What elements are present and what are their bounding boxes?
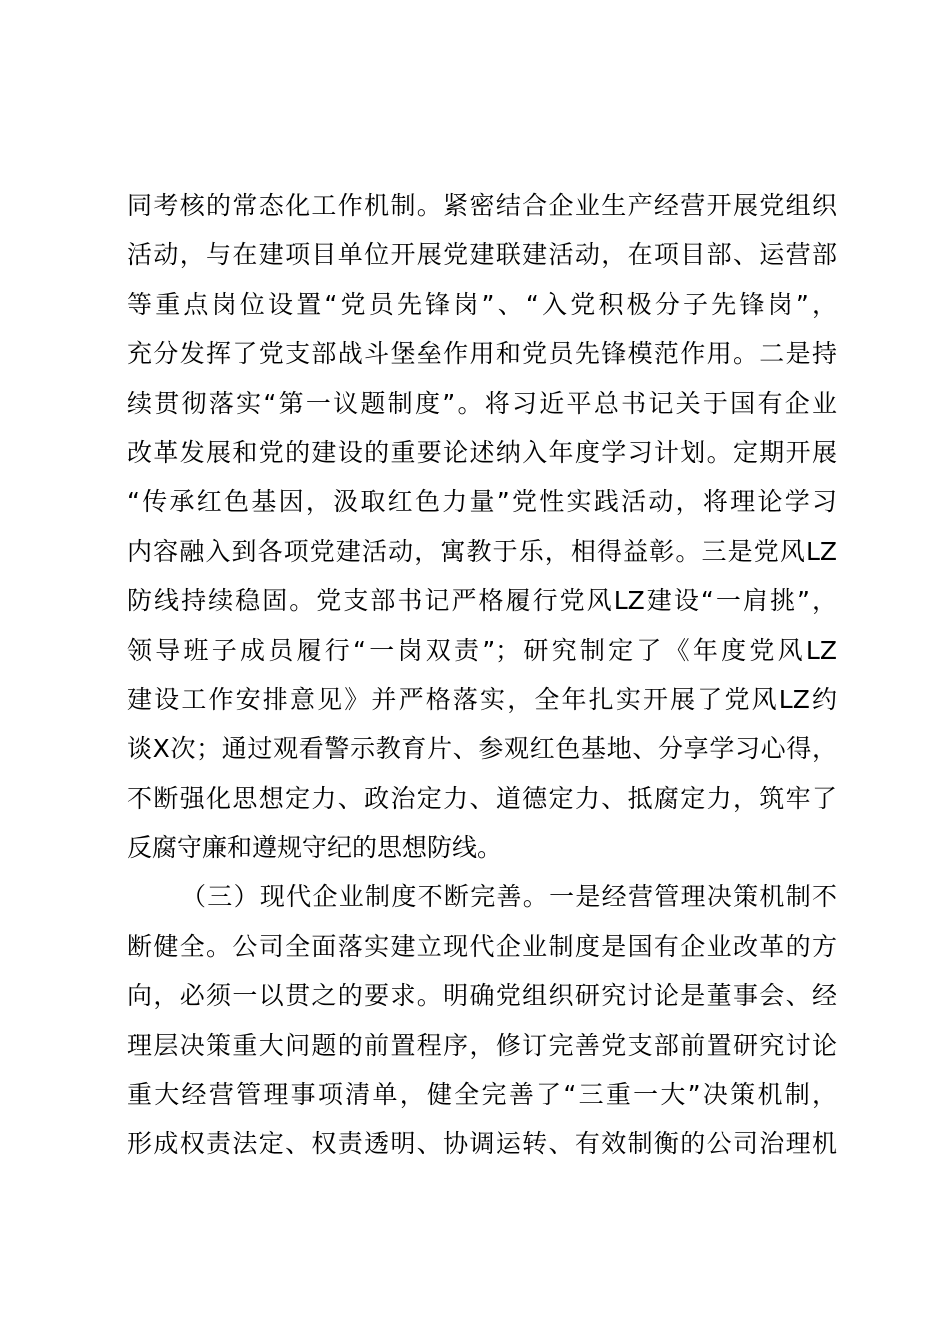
text-line: 领导班子成员履行“一岗双责”；研究制定了《年度党风LZ [127, 635, 837, 665]
text-line: 断健全。公司全面落实建立现代企业制度是国有企业改革的方 [127, 931, 837, 961]
text-line: 活动，与在建项目单位开展党建联建活动，在项目部、运营部 [127, 240, 837, 270]
text-line: 形成权责法定、权责透明、协调运转、有效制衡的公司治理机 [127, 1129, 837, 1159]
text-line: “传承红色基因，汲取红色力量”党性实践活动，将理论学习 [127, 487, 837, 517]
text-line: 防线持续稳固。党支部书记严格履行党风LZ建设“一肩挑”， [127, 586, 837, 616]
text-line: 理层决策重大问题的前置程序，修订完善党支部前置研究讨论 [127, 1030, 837, 1060]
text-line: 向，必须一以贯之的要求。明确党组织研究讨论是董事会、经 [127, 981, 837, 1011]
text-line: 充分发挥了党支部战斗堡垒作用和党员先锋模范作用。二是持 [127, 339, 837, 369]
text-line: 谈X次；通过观看警示教育片、参观红色基地、分享学习心得， [127, 734, 837, 764]
text-line: 不断强化思想定力、政治定力、道德定力、抵腐定力，筑牢了 [127, 783, 837, 813]
text-line: 等重点岗位设置“党员先锋岗”、“入党积极分子先锋岗”， [127, 289, 837, 319]
text-line: 续贯彻落实“第一议题制度”。将习近平总书记关于国有企业 [127, 388, 837, 418]
text-line: 建设工作安排意见》并严格落实，全年扎实开展了党风LZ约 [127, 684, 837, 714]
text-line: 内容融入到各项党建活动，寓教于乐，相得益彰。三是党风LZ [127, 536, 837, 566]
text-line: 同考核的常态化工作机制。紧密结合企业生产经营开展党组织 [127, 191, 837, 220]
section-heading-line: （三）现代企业制度不断完善。一是经营管理决策机制不 [181, 882, 837, 912]
text-line: 重大经营管理事项清单，健全完善了“三重一大”决策机制， [127, 1080, 837, 1110]
body-text [127, 181, 837, 1169]
paragraph-end-line: 反腐守廉和遵规守纪的思想防线。 [127, 833, 503, 863]
text-line: 改革发展和党的建设的重要论述纳入年度学习计划。定期开展 [127, 437, 837, 467]
